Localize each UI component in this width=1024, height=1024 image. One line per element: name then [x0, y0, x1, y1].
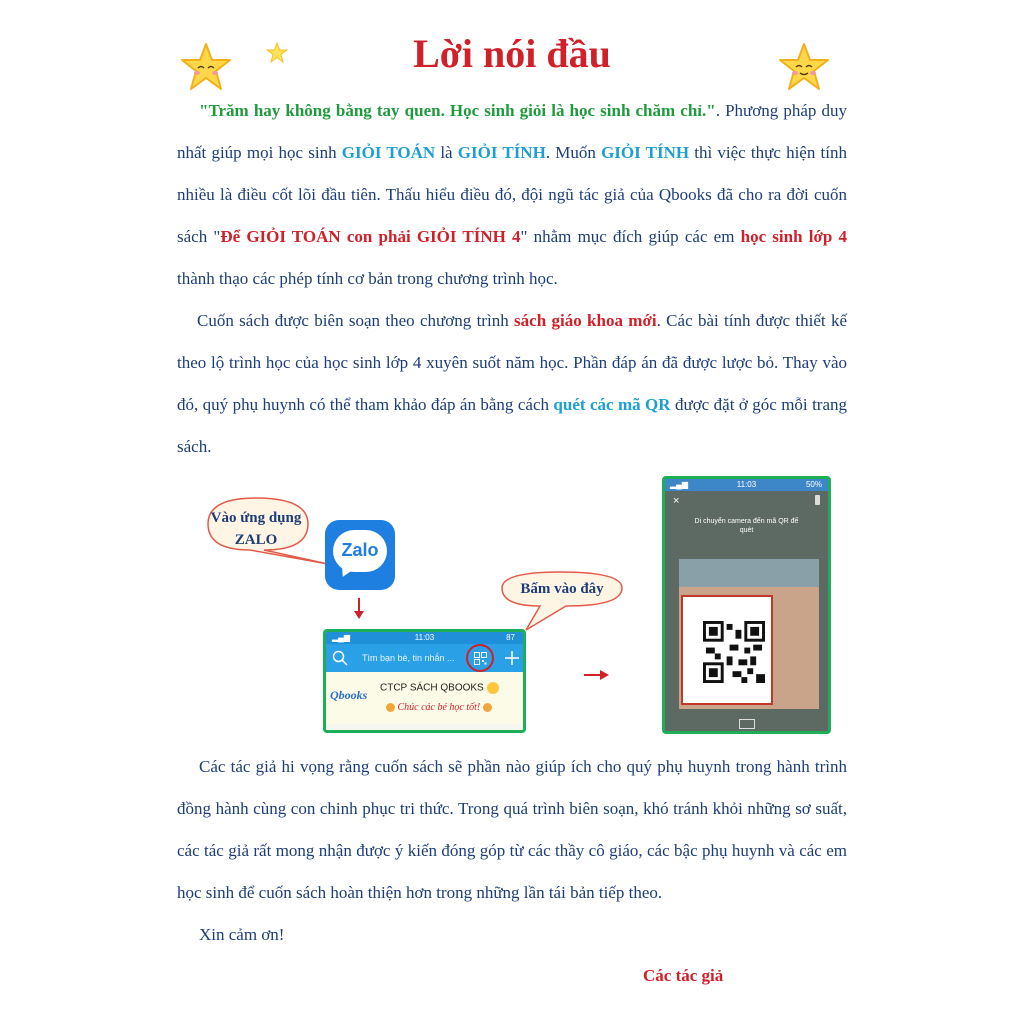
search-icon — [332, 650, 348, 666]
text: . Phương pháp duy nhất giúp mọi học sinh — [177, 101, 847, 162]
time: 11:03 — [414, 633, 435, 642]
scan-instruction-line2: quét — [739, 527, 754, 534]
curriculum-paragraph — [177, 300, 847, 468]
search-bar[interactable] — [326, 644, 523, 672]
status-bar — [326, 632, 523, 644]
proverb-quote: "Trăm hay không bằng tay quen. Học sinh giỏi là học sinh chăm chỉ." — [199, 101, 716, 120]
camera-viewfinder — [679, 559, 819, 709]
bubble-text: Bấm vào đây — [520, 581, 604, 597]
text: " nhằm mục đích giúp các em — [520, 227, 741, 246]
signal-icon: ▂▄▆ — [670, 480, 688, 489]
contact-name — [380, 682, 499, 694]
status-bar — [665, 479, 828, 491]
zalo-logo-text: Zalo — [341, 540, 379, 560]
qr-scan-button[interactable] — [466, 644, 494, 672]
arrow-down-icon — [352, 598, 366, 620]
text: được đặt ở góc mỗi trang sách. — [177, 395, 848, 456]
bubble-text-line1: Vào ứng dụng — [210, 510, 302, 526]
highlight-gioi-tinh-2: GIỎI TÍNH — [601, 143, 690, 162]
text: là — [435, 143, 458, 162]
bubble-tap-here — [496, 568, 628, 610]
highlight-textbook: sách giáo khoa mới — [514, 311, 657, 330]
text: . Muốn — [545, 143, 602, 162]
scan-instruction-line1: Di chuyển camera đến mã QR để — [694, 518, 799, 525]
book-title: Để GIỎI TOÁN con phải GIỎI TÍNH 4 — [220, 227, 521, 246]
arrow-right-icon — [584, 669, 610, 681]
signal-icon: ▂▄▆ — [332, 633, 350, 642]
intro-paragraph — [177, 90, 847, 300]
closing-paragraph: Các tác giả hi vọng rằng cuốn sách sẽ phần nào giúp ích cho quý phụ huynh trong hành trình đồng hành cùng con chinh phục tri thức. Trong quá trình biên soạn, khó tránh khỏi những sơ suất, các tác giả rất mong nhận được ý kiến đóng góp từ các thầy cô giáo, các bậc phụ huynh và các em học sinh để cuốn sách hoàn thiện hơn trong những lần tái bản tiếp theo. — [177, 757, 847, 902]
add-icon[interactable] — [504, 650, 520, 666]
qbooks-logo: Qbooks — [330, 688, 368, 702]
highlight-gioi-tinh: GIỎI TÍNH — [457, 143, 546, 162]
highlight-gioi-toan: GIỎI TOÁN — [341, 143, 436, 162]
bubble-open-zalo — [200, 494, 312, 558]
chat-list-item[interactable] — [326, 672, 523, 724]
smiley-icon — [487, 682, 499, 694]
search-placeholder: Tìm bạn bè, tin nhắn ... — [362, 653, 455, 663]
text: . Các bài tính được thiết kế theo lộ trình học của học sinh lớp 4 xuyên suốt năm học. Phần đáp án đã được lược bỏ. Thay vào đó, quý phụ huynh có thể tham khảo đáp án bằng cách — [177, 311, 848, 414]
bubble-text-line2: ZALO — [234, 532, 278, 548]
text: Cuốn sách được biên soạn theo chương trình — [197, 311, 515, 330]
text: thì việc thực hiện tính nhiều là điều cốt lõi đầu tiên. Thấu hiểu điều đó, đội ngũ tác giả của Qbooks đã cho ra đời cuốn sách " — [177, 143, 847, 246]
qr-scanner-phone-screen — [662, 476, 831, 734]
highlight-scan-qr: quét các mã QR — [553, 395, 671, 414]
keyboard-icon[interactable] — [739, 719, 755, 729]
signature: Các tác giả — [643, 966, 724, 985]
battery: 50% — [805, 480, 822, 489]
qr-code-icon — [474, 652, 487, 665]
time: 11:03 — [736, 480, 757, 489]
thank-you: Xin cảm ơn! — [199, 925, 285, 944]
cat-face-icon — [483, 703, 492, 712]
page-title: Lời nói đầu — [413, 31, 611, 76]
text: thành thạo các phép tính cơ bản trong chương trình học. — [177, 269, 558, 288]
highlight-grade: học sinh lớp 4 — [740, 227, 847, 246]
zalo-app-logo — [325, 520, 395, 590]
qr-code-frame — [681, 595, 773, 705]
flashlight-icon[interactable] — [815, 495, 820, 505]
cat-face-icon — [386, 703, 395, 712]
scan-instruction — [675, 517, 818, 535]
battery: 87 — [506, 633, 515, 642]
contact-message — [386, 702, 492, 713]
close-button[interactable]: × — [673, 495, 680, 507]
qr-code-image — [703, 621, 765, 683]
contact-message-text: Chúc các bé học tốt! — [397, 702, 481, 713]
zalo-phone-screen — [323, 629, 526, 733]
contact-name-text: CTCP SÁCH QBOOKS — [380, 682, 484, 694]
